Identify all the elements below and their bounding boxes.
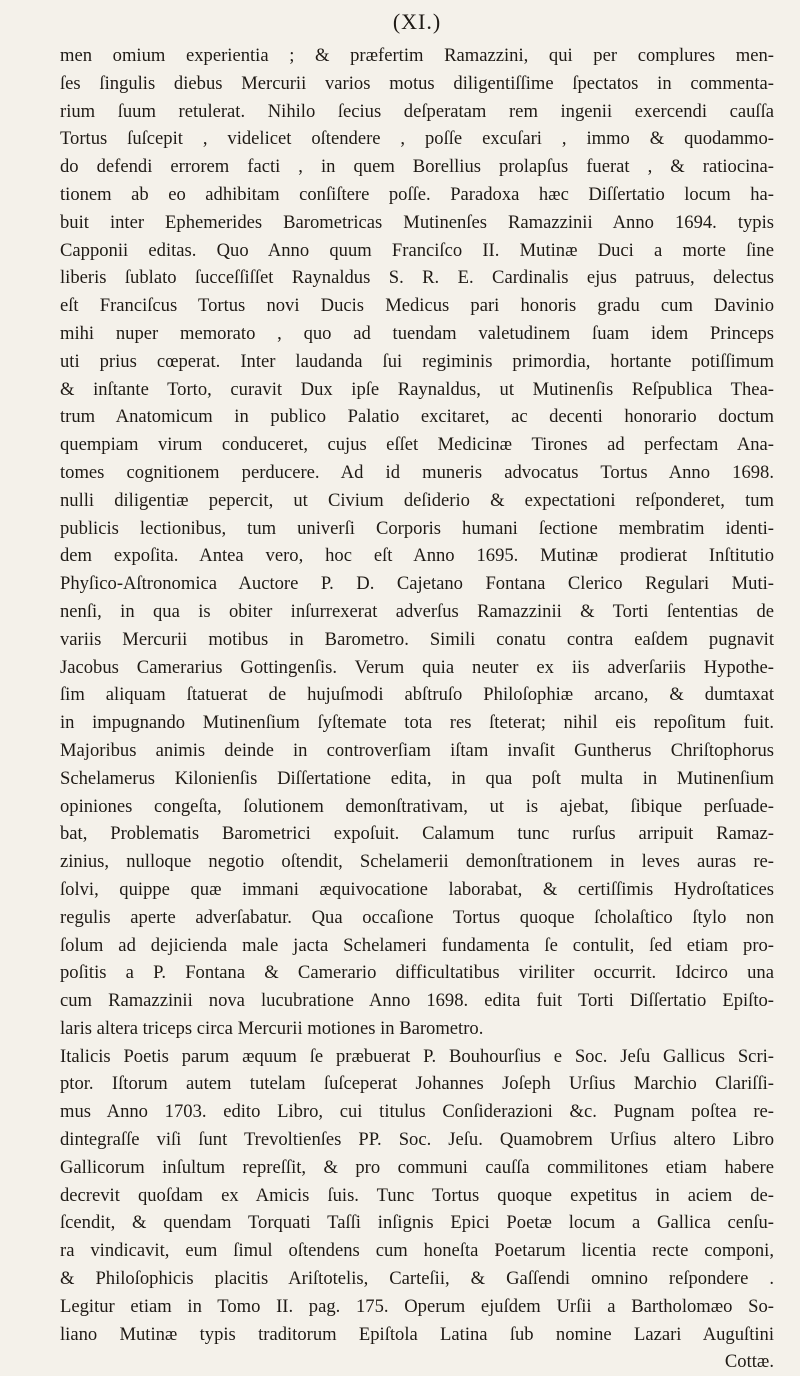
text-line: decrevit quoſdam ex Amicis ſuis. Tunc Tortus quoque expetitus in aciem de- (60, 1184, 774, 1206)
text-line: dintegraſſe viſi ſunt Trevoltienſes PP. Soc. Jeſu. Quamobrem Urſius altero Libro (60, 1129, 774, 1151)
text-line: men omium experientia ; & prӕfertim Ramazzini, qui per complures men- (60, 45, 774, 66)
text-line: Italicis Poetis parum ӕquum ſe prӕbuerat P. Bouhourſius e Soc. Jeſu Gallicus Scri- (60, 1045, 774, 1067)
text-line: Schelamerus Kilonienſis Diſſertatione edita, in qua poſt multa in Mutinenſium (60, 767, 774, 789)
text-line: Jacobus Camerarius Gottingenſis. Verum quia neuter ex iis adverſariis Hypothe- (60, 656, 774, 678)
text-line: trum Anatomicum in publico Palatio excitaret, ac decenti honorario doctum (60, 406, 774, 428)
text-line: ſim aliquam ſtatuerat de hujuſmodi abſtruſo Philoſophiӕ arcano, & dumtaxat (60, 684, 774, 706)
text-line: zinius, nulloque negotio oſtendit, Schelamerii demonſtrationem in leves auras re- (60, 851, 774, 873)
text-line: in impugnando Mutinenſium ſyſtemate tota res ſteterat; nihil eis repoſitum fuit. (60, 712, 774, 734)
text-line: variis Mercurii motibus in Barometro. Simili conatu contra eaſdem pugnavit (60, 628, 774, 650)
text-line: poſitis a P. Fontana & Camerario difficultatibus viriliter occurrit. Idcirco una (60, 962, 774, 984)
text-line: quempiam virum conduceret, cujus eſſet Medicinӕ Tirones ad perfectam Ana- (60, 434, 774, 456)
text-line: nenſi, in qua is obiter inſurrexerat adverſus Ramazzinii & Torti ſententias de (60, 600, 774, 622)
text-line: buit inter Ephemerides Barometricas Mutinenſes Ramazzinii Anno 1694. typis (60, 211, 774, 233)
text-line: & inſtante Torto, curavit Dux ipſe Raynaldus, ut Mutinenſis Reſpublica Thea- (60, 378, 774, 400)
body-text (60, 42, 774, 1376)
text-line: Cottӕ. (724, 1351, 774, 1373)
text-line: eſt Franciſcus Tortus novi Ducis Medicus pari honoris gradu cum Davinio (60, 295, 774, 317)
text-line: uti prius cœperat. Inter laudanda ſui regiminis primordia, hortante potiſſimum (60, 350, 774, 372)
text-line: mus Anno 1703. edito Libro, cui titulus Conſiderazioni &c. Pugnam poſtea re- (60, 1101, 774, 1123)
text-line: ſes ſingulis diebus Mercurii varios motus diligentiſſime ſpectatos in commenta- (60, 72, 774, 94)
text-line: laris altera triceps circa Mercurii motiones in Barometro. (60, 1017, 484, 1039)
text-line: ptor. Iſtorum autem tutelam ſuſceperat Johannes Joſeph Urſius Marchio Clariſſi- (60, 1073, 774, 1095)
text-line: Capponii editas. Quo Anno quum Franciſco II. Mutinӕ Duci a morte ſine (60, 239, 774, 261)
text-line: Gallicorum inſultum repreſſit, & pro communi cauſſa commilitones etiam habere (60, 1156, 774, 1178)
text-line: Majoribus animis deinde in controverſiam iſtam invaſit Guntherus Chriſtophorus (60, 739, 774, 761)
text-line: & Philoſophicis placitis Ariſtotelis, Carteſii, & Gaſſendi omnino reſpondere . (60, 1268, 774, 1290)
text-line: regulis aperte adverſabatur. Qua occaſione Tortus quoque ſcholaſtico ſtylo non (60, 906, 774, 928)
text-line: ra vindicavit, eum ſimul oſtendens cum honeſta Poetarum licentia recte componi, (60, 1240, 774, 1262)
text-line: ſolum ad dejicienda male jacta Schelameri fundamenta ſe contulit, ſed etiam pro- (60, 934, 774, 956)
text-line: ſcendit, & quendam Torquati Taſſi inſignis Epici Poetӕ locum a Gallica cenſu- (60, 1212, 774, 1234)
text-line: tionem ab eo adhibitam conſiſtere poſſe. Paradoxa hӕc Diſſertatio locum ha- (60, 183, 774, 205)
text-line: rium ſuum retulerat. Nihilo ſecius deſperatam rem ingenii exercendi cauſſa (60, 100, 774, 122)
text-line: do defendi errorem facti , in quem Borellius prolapſus fuerat , & ratiocina- (60, 156, 774, 178)
text-line: tomes cognitionem perducere. Ad id muneris advocatus Tortus Anno 1698. (60, 461, 774, 483)
text-line: Tortus ſuſcepit , videlicet oſtendere , poſſe excuſari , immo & quodammo- (60, 128, 774, 150)
text-line: Phyſico-Aſtronomica Auctore P. D. Cajetano Fontana Clerico Regulari Muti- (60, 573, 774, 595)
text-line: mihi nuper memorato , quo ad tuendam valetudinem ſuam idem Princeps (60, 322, 774, 344)
text-line: bat, Problematis Barometrici expoſuit. Calamum tunc rurſus arripuit Ramaz- (60, 823, 774, 845)
text-line: dem expoſita. Antea vero, hoc eſt Anno 1695. Mutinӕ prodierat Inſtitutio (60, 545, 774, 567)
text-line: ſolvi, quippe quӕ immani ӕquivocatione laborabat, & certiſſimis Hydroſtatices (60, 878, 774, 900)
text-line: nulli diligentiӕ pepercit, ut Civium deſiderio & expectationi reſponderet, tum (60, 489, 774, 511)
page-number: (XI.) (392, 9, 442, 34)
text-line: publicis lectionibus, tum univerſi Corporis humani ſectione membratim identi- (60, 517, 774, 539)
text-line: cum Ramazzinii nova lucubratione Anno 1698. edita fuit Torti Diſſertatio Epiſto- (60, 990, 774, 1012)
text-line: liano Mutinӕ typis traditorum Epiſtola Latina ſub nomine Lazari Auguſtini (60, 1323, 774, 1345)
text-line: Legitur etiam in Tomo II. pag. 175. Operum ejuſdem Urſii a Bartholomӕo So- (60, 1295, 774, 1317)
text-line: liberis ſublato ſucceſſiſſet Raynaldus S. R. E. Cardinalis ejus patruus, delectus (60, 267, 774, 289)
text-line: opiniones congeſta, ſolutionem demonſtrativam, ut is ajebat, ſibique perſuade- (60, 795, 774, 817)
